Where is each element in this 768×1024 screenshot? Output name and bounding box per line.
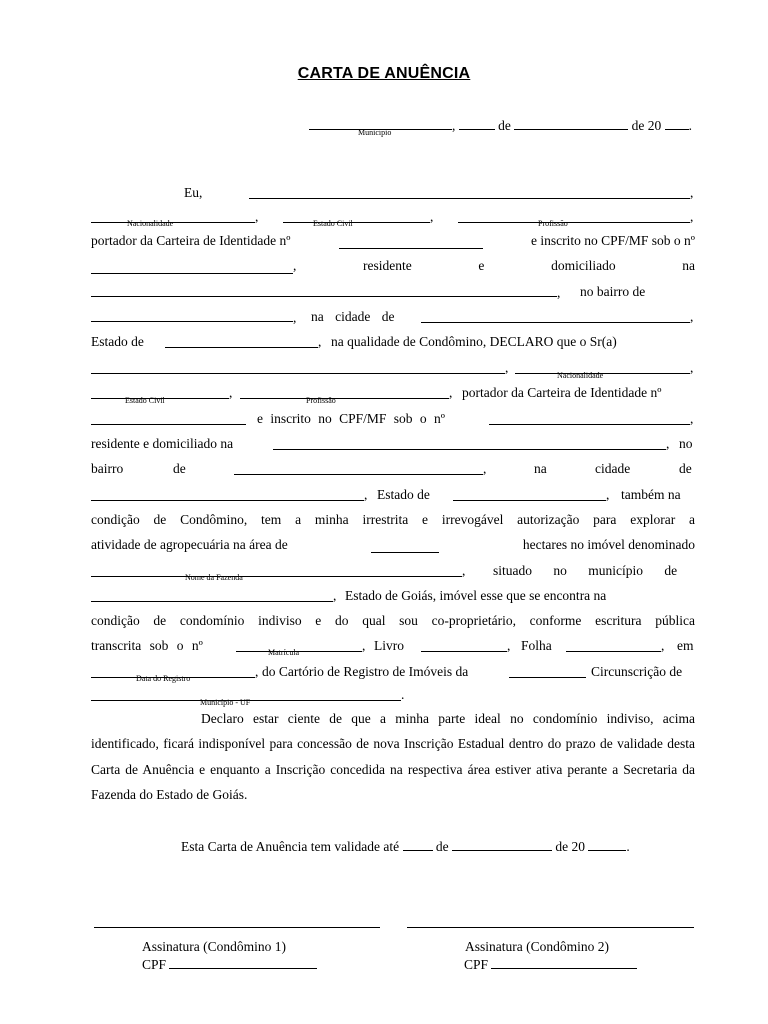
- estado-civil-blank[interactable]: [283, 222, 430, 223]
- line-cidade: ,: [91, 309, 296, 326]
- cpf-line-2: CPF: [464, 956, 637, 973]
- profissao-blank[interactable]: [458, 222, 690, 223]
- line-residente: , residente e domiciliado na: [91, 258, 695, 274]
- line-endereco: ,: [91, 284, 560, 301]
- validade-mes-blank[interactable]: [452, 838, 552, 851]
- sr-nacionalidade-label: Nacionalidade: [557, 371, 604, 380]
- sr-rg-blank[interactable]: [91, 424, 246, 425]
- situado-text: situado no município de: [493, 563, 678, 578]
- sr-cpf-blank[interactable]: [489, 424, 690, 425]
- year-blank[interactable]: [665, 117, 689, 130]
- date-line: , de de 20 .: [309, 117, 692, 134]
- name-blank[interactable]: [249, 198, 690, 199]
- sr-endereco-blank[interactable]: [273, 449, 666, 450]
- estado-civil-label: Estado Civil: [313, 219, 353, 228]
- livro-blank[interactable]: [421, 651, 507, 652]
- circunscricao-blank[interactable]: [509, 677, 586, 678]
- fazenda-blank[interactable]: [91, 576, 462, 577]
- cpf-blank-2[interactable]: [491, 956, 637, 969]
- validade-ano-blank[interactable]: [588, 838, 626, 851]
- day-blank[interactable]: [459, 117, 495, 130]
- signature-line-2[interactable]: [407, 927, 694, 928]
- sr-estado-civil-label: Estado Civil: [125, 396, 165, 405]
- document-page: CARTA DE ANUÊNCIA , de de 20 . Município Eu, , , , , Nacionalidade Estado Civil Profissão portador da Carteira de Identidade nº e inscrito no CPF/MF sob o nº , residente e domiciliado na , no bairro de , na cidade de , Estado de , na qualidade de Condômino, DECLARO que o Sr(a) , , Nacionalidade , , portador da Carteira de Identidade nº Estado Civil Profissão e inscrito no CPF/MF sob o nº , residente e domiciliado na , no bairro de , na cidade de , Estado de , também na condição de Condômino, tem a minha irrestrita e irrevogável autorização para explorar a atividade de agropecuária na área de hectares no imóvel denominado , Nome da Fazenda situado no município de , Estado de Goiás, imóvel esse que se encontra na condição de condomínio indiviso e do qual sou co-proprietário, conforme escritura pública transcrita sob o nº , Matrícula Livro , Folha , em , Data do Registro do Cartório de Registro de Imóveis da Circunscrição de . Município - UF Declaro estar ciente de que a minha parte ideal no condomínio indiviso, acima identificado, ficará indisponível para concessão de nova Inscrição Estadual dentro do prazo de validade desta Carta de Anuência e enquanto a Inscrição concedida na respectiva área estiver ativa perante a Secretaria da Fazenda do Estado de Goiás. Esta Carta de Anuência tem validade até de de 20 . Assinatura (Condômino 1) CPF Assinatura (Condômino 2) CPF: [0, 0, 768, 1024]
- sr-estado-blank[interactable]: [453, 500, 606, 501]
- signature-label-2: Assinatura (Condômino 2): [465, 939, 609, 954]
- sr-cidade-blank[interactable]: [91, 500, 364, 501]
- folha-blank[interactable]: [566, 651, 661, 652]
- fazenda-label: Nome da Fazenda: [185, 573, 243, 582]
- endereco-blank[interactable]: [91, 284, 557, 297]
- estado-blank[interactable]: [165, 347, 318, 348]
- cpf-blank-1[interactable]: [169, 956, 317, 969]
- no-bairro-text: no bairro de: [580, 284, 646, 299]
- sr-name-blank[interactable]: [91, 373, 505, 374]
- signature-label-1: Assinatura (Condômino 1): [142, 939, 286, 954]
- profissao-label: Profissão: [538, 219, 568, 228]
- nacionalidade-label: Nacionalidade: [127, 219, 174, 228]
- sr-bairro-blank[interactable]: [234, 474, 483, 475]
- area-blank[interactable]: [371, 540, 439, 553]
- sr-profissao-label: Profissão: [306, 396, 336, 405]
- municipio-label: Município: [358, 128, 392, 137]
- bairro-blank[interactable]: [91, 309, 293, 322]
- cpf-blank[interactable]: [91, 261, 293, 274]
- municipio-imovel-blank[interactable]: [91, 601, 333, 602]
- municipio-uf-label: Município - UF: [200, 698, 251, 707]
- month-blank[interactable]: [514, 117, 628, 130]
- line-portador: portador da Carteira de Identidade nº e inscrito no CPF/MF sob o nº: [91, 233, 695, 248]
- eu-text: Eu,: [184, 185, 203, 200]
- matricula-label: Matrícula: [268, 648, 300, 657]
- validade-dia-blank[interactable]: [403, 838, 433, 851]
- cidade-blank[interactable]: [421, 322, 690, 323]
- signature-line-1[interactable]: [94, 927, 380, 928]
- line-atividade: atividade de agropecuária na área de hectares no imóvel denominado: [91, 537, 695, 552]
- data-registro-label: Data do Registro: [136, 674, 191, 683]
- declaro-paragraph: Declaro estar ciente de que a minha parte ideal no condomínio indiviso, acima identificado, ficará indisponível para concessão de nova Inscrição Estadual dentro do prazo de validade desta Carta de Anuência e enquanto a Inscrição concedida na respectiva área estiver ativa perante a Secretaria da Fazenda do Estado de Goiás.: [91, 711, 695, 802]
- sr-profissao-blank[interactable]: [240, 398, 449, 399]
- cpf-line-1: CPF: [142, 956, 317, 973]
- validade-line: Esta Carta de Anuência tem validade até de de 20 .: [181, 839, 630, 854]
- rg-blank[interactable]: [339, 236, 483, 249]
- declaro-text: na qualidade de Condômino, DECLARO que o Sr(a): [331, 334, 617, 349]
- document-title: CARTA DE ANUÊNCIA: [297, 65, 471, 82]
